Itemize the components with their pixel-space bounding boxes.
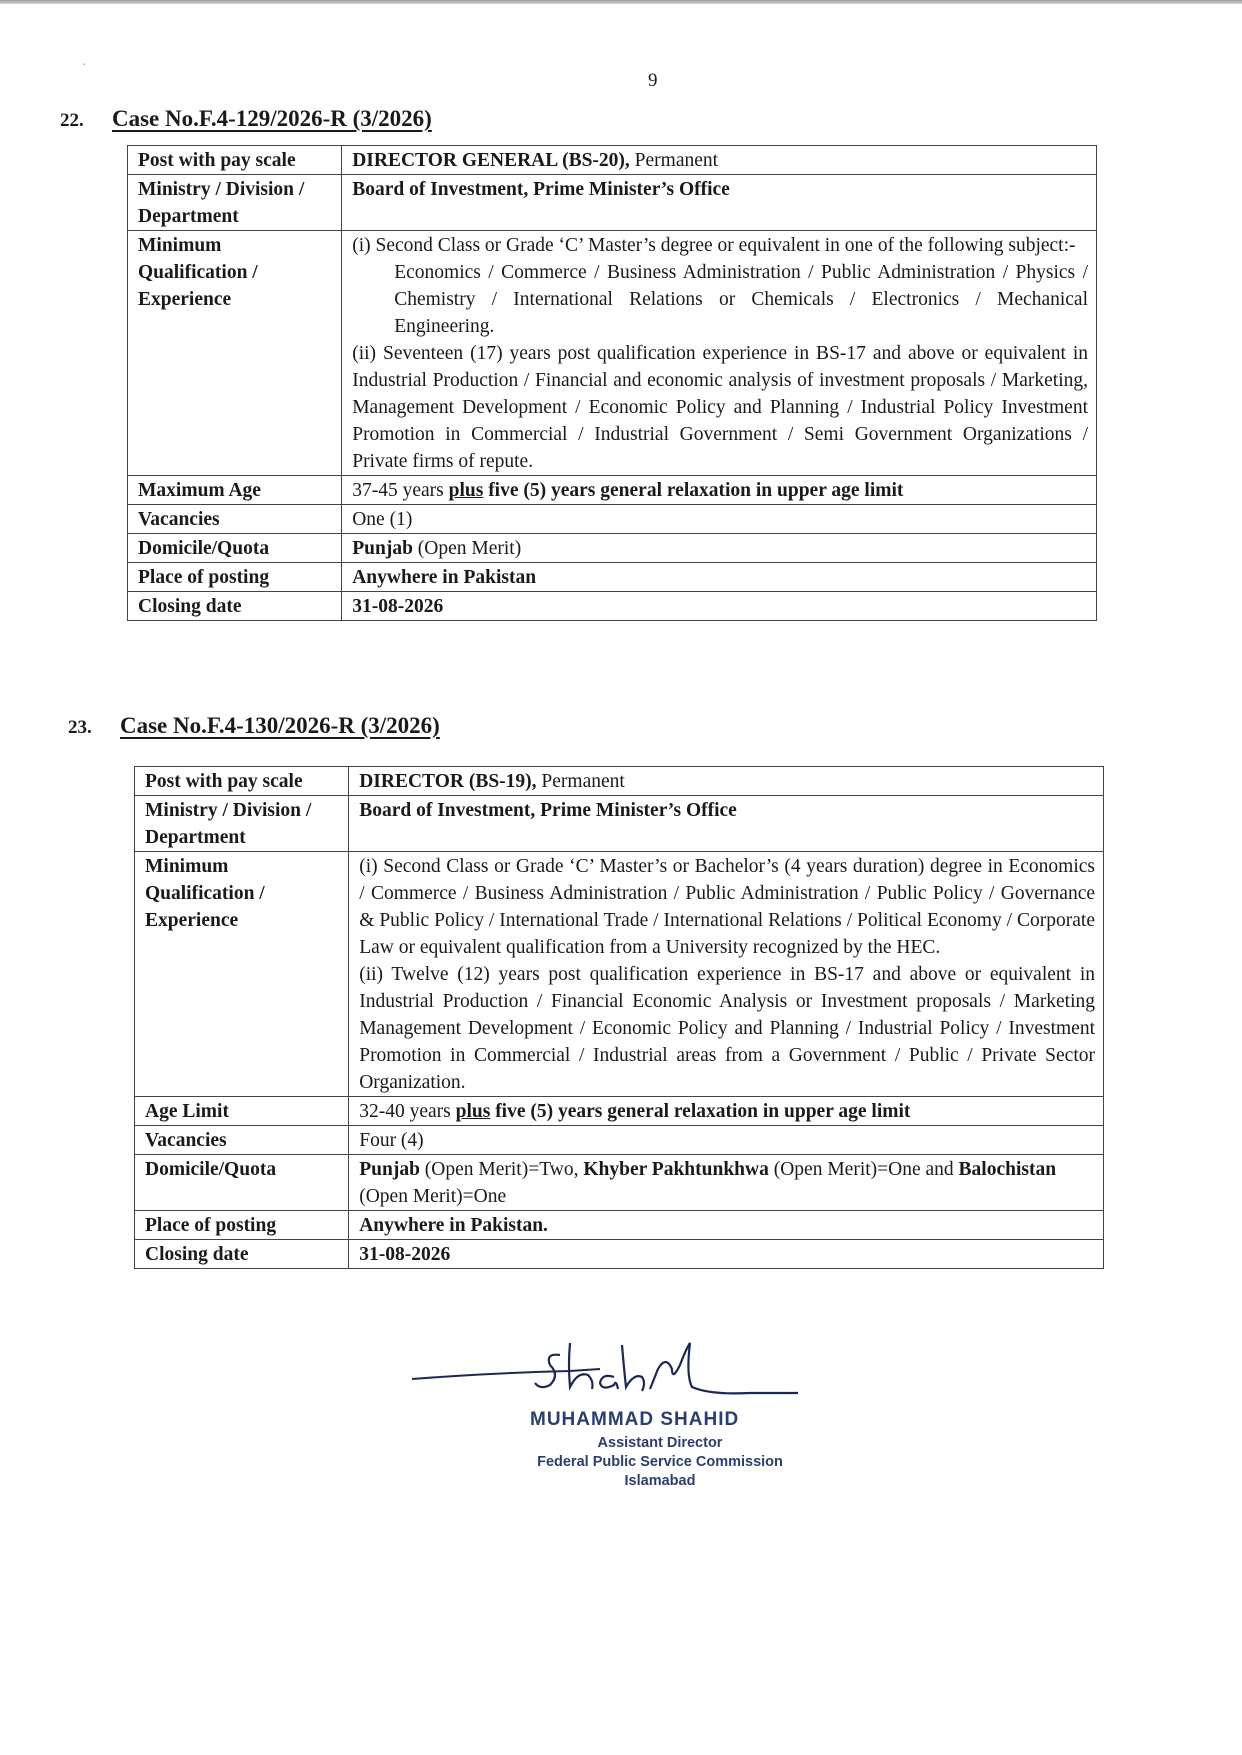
age-relaxation: five (5) years general relaxation in upper age limit [490, 1101, 911, 1122]
row-closing [128, 592, 1097, 621]
value-closing: 31-08-2026 [349, 1240, 1104, 1269]
domicile-province: Balochistan [958, 1159, 1057, 1180]
value-ministry: Board of Investment, Prime Minister’s Office [349, 796, 1104, 852]
post-title: DIRECTOR GENERAL (BS-20), [352, 150, 630, 171]
label-posting: Place of posting [135, 1211, 349, 1240]
signatory-city: Islamabad [624, 1473, 696, 1489]
domicile-province: Punjab [352, 538, 413, 559]
signatory-name: MUHAMMAD SHAHID [530, 1409, 740, 1430]
post-status: Permanent [629, 150, 719, 171]
value-vacancies: One (1) [342, 505, 1097, 534]
label-age: Maximum Age [128, 476, 342, 505]
value-posting: Anywhere in Pakistan. [349, 1211, 1104, 1240]
handwritten-signature [410, 1335, 830, 1415]
label-post: Post with pay scale [128, 146, 342, 175]
age-plus: plus [448, 480, 484, 501]
label-posting: Place of posting [128, 563, 342, 592]
value-age [349, 1097, 1104, 1126]
qualification-experience: (ii) Twelve (12) years post qualification experience in BS-17 and above or equivalent in Industrial Production / Financial Economic Analysis or Investment proposals / Marketing Management Development / Economic Policy and Planning / Industrial Policy / Investment Promotion in Commercial / Industrial areas from a Government / Public / Private Sector Organization. [359, 964, 1095, 1093]
value-closing: 31-08-2026 [342, 592, 1097, 621]
row-age [128, 476, 1097, 505]
label-vacancies: Vacancies [128, 505, 342, 534]
value-qualification [349, 852, 1104, 1097]
age-range: 37-45 years [352, 480, 449, 501]
post-title: DIRECTOR (BS-19), [359, 771, 537, 792]
value-domicile [342, 534, 1097, 563]
age-relaxation: five (5) years general relaxation in upper age limit [483, 480, 904, 501]
case-details-table [127, 145, 1097, 621]
label-closing: Closing date [135, 1240, 349, 1269]
row-ministry [135, 796, 1104, 852]
row-domicile [135, 1155, 1104, 1211]
row-vacancies [135, 1126, 1104, 1155]
row-age [135, 1097, 1104, 1126]
value-domicile [349, 1155, 1104, 1211]
qualification-experience: (ii) Seventeen (17) years post qualification experience in BS-17 and above or equivalent in Industrial Production / Financial and economic analysis of investment proposals / Marketing, Management Development / Economic Policy and Planning / Industrial Policy Investment Promotion in Commercial / Industrial Government / Semi Government Organizations / Private firms of repute. [352, 343, 1088, 472]
case-details-table [134, 766, 1104, 1269]
label-domicile: Domicile/Quota [128, 534, 342, 563]
row-closing [135, 1240, 1104, 1269]
age-range: 32-40 years [359, 1101, 456, 1122]
row-post [135, 767, 1104, 796]
label-ministry: Ministry / Division / Department [135, 796, 349, 852]
scan-top-edge [0, 0, 1242, 4]
label-qualification: Minimum Qualification / Experience [135, 852, 349, 1097]
post-status: Permanent [536, 771, 625, 792]
domicile-quota: (Open Merit) [412, 538, 522, 559]
row-posting [128, 563, 1097, 592]
case-title: Case No.F.4-129/2026-R (3/2026) [112, 106, 432, 131]
row-domicile [128, 534, 1097, 563]
label-age: Age Limit [135, 1097, 349, 1126]
domicile-quota: (Open Merit)=One [359, 1186, 507, 1207]
row-ministry [128, 175, 1097, 231]
case-number: 23. [68, 717, 92, 738]
label-post: Post with pay scale [135, 767, 349, 796]
row-qualification [128, 231, 1097, 476]
row-qualification [135, 852, 1104, 1097]
value-posting: Anywhere in Pakistan [342, 563, 1097, 592]
value-age [342, 476, 1097, 505]
qualification-intro: (i) Second Class or Grade ‘C’ Master’s or Bachelor’s (4 years duration) degree in Economics / Commerce / Business Administration / Public Administration / Public Policy / Governance & Public Policy / International Trade / International Relations / Political Economy / Corporate Law or equivalent qualification from a University recognized by the HEC. [359, 856, 1095, 958]
label-closing: Closing date [128, 592, 342, 621]
row-post [128, 146, 1097, 175]
value-qualification [342, 231, 1097, 476]
label-ministry: Ministry / Division / Department [128, 175, 342, 231]
domicile-quota: (Open Merit)=One and [768, 1159, 959, 1180]
domicile-quota: (Open Merit)=Two, [419, 1159, 584, 1180]
scan-speck: · [82, 58, 87, 73]
signatory-organization: Federal Public Service Commission [537, 1454, 783, 1470]
signature-block [410, 1335, 830, 1505]
value-ministry: Board of Investment, Prime Minister’s Office [342, 175, 1097, 231]
page-number: 9 [648, 70, 658, 91]
qualification-intro: (i) Second Class or Grade ‘C’ Master’s degree or equivalent in one of the following subject:- [352, 235, 1076, 256]
age-plus: plus [455, 1101, 491, 1122]
qualification-subjects: Economics / Commerce / Business Administration / Public Administration / Physics / Chemistry / International Relations or Chemicals / Electronics / Mechanical Engineering. [394, 262, 1088, 337]
label-qualification: Minimum Qualification / Experience [128, 231, 342, 476]
label-vacancies: Vacancies [135, 1126, 349, 1155]
case-title: Case No.F.4-130/2026-R (3/2026) [120, 713, 440, 738]
value-post [342, 146, 1097, 175]
case-heading [60, 106, 432, 132]
domicile-province: Khyber Pakhtunkhwa [583, 1159, 769, 1180]
domicile-province: Punjab [359, 1159, 420, 1180]
case-number: 22. [60, 110, 84, 131]
row-vacancies [128, 505, 1097, 534]
row-posting [135, 1211, 1104, 1240]
label-domicile: Domicile/Quota [135, 1155, 349, 1211]
case-heading [68, 713, 440, 739]
value-vacancies: Four (4) [349, 1126, 1104, 1155]
value-post [349, 767, 1104, 796]
signatory-title: Assistant Director [597, 1435, 723, 1451]
